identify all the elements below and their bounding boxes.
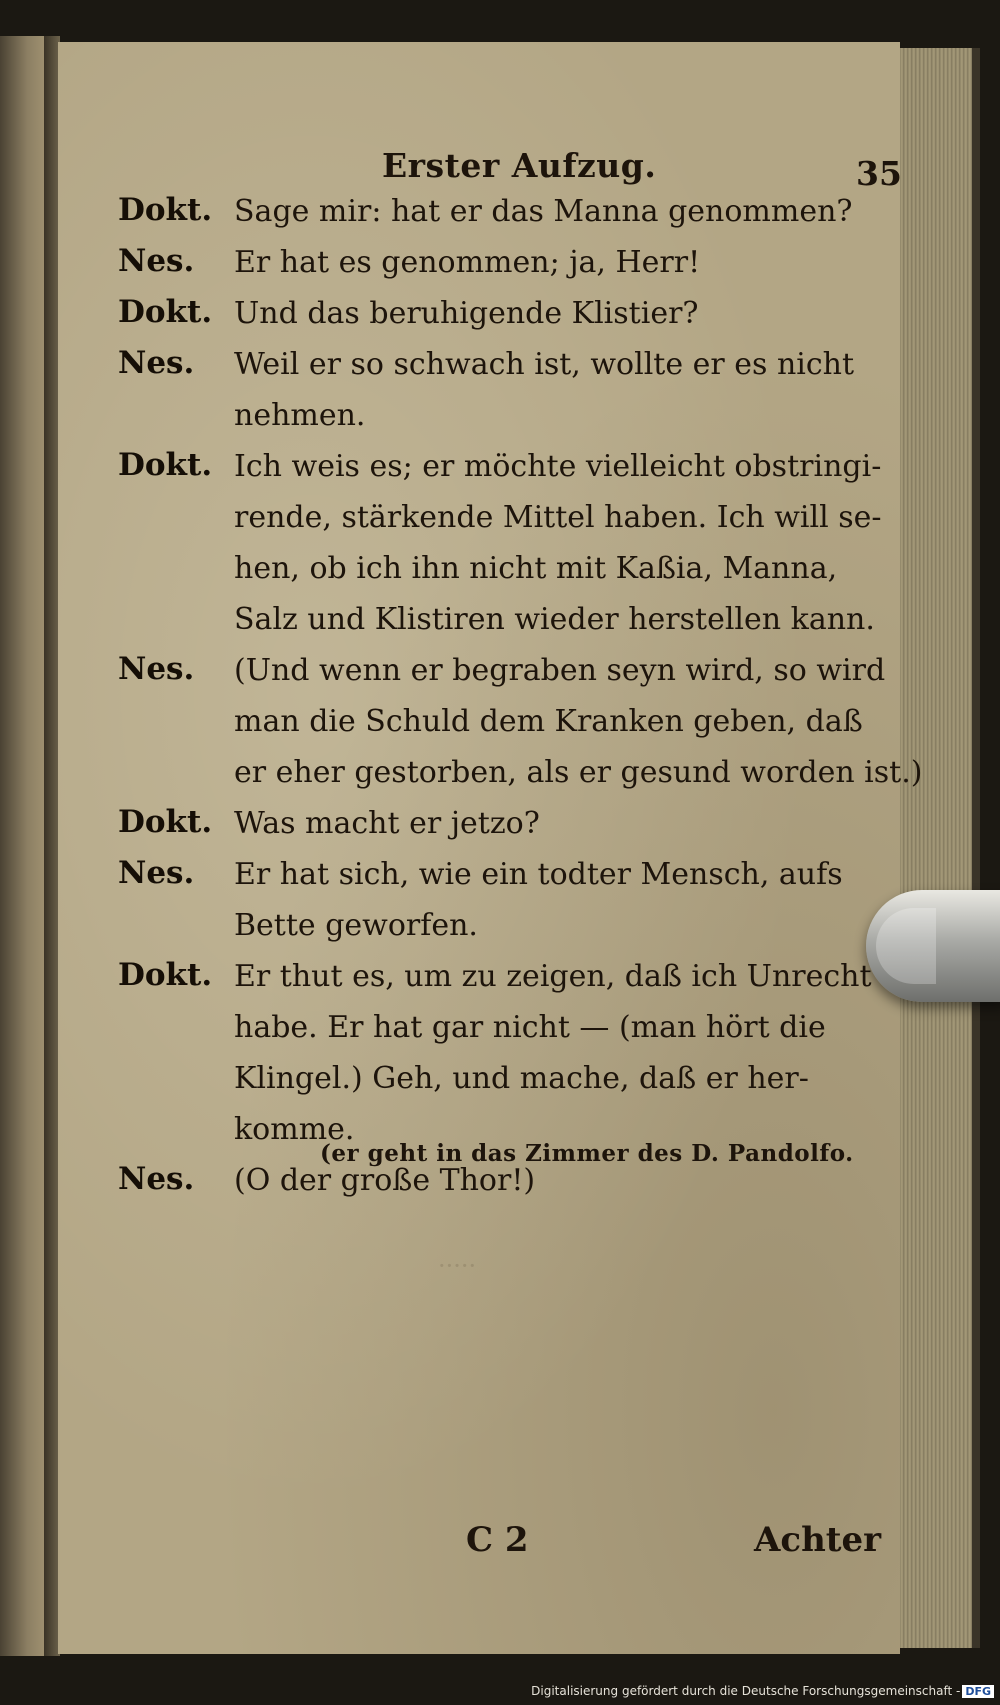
show-through-text: ····· bbox=[438, 1252, 477, 1280]
dialogue-line: habe. Er hat gar nicht — (man hört die bbox=[234, 1010, 826, 1045]
dialogue-line: er eher gestorben, als er gesund worden ist.) bbox=[234, 755, 923, 790]
digitization-credit bbox=[531, 1684, 994, 1698]
running-head: Erster Aufzug. bbox=[382, 146, 657, 185]
speaker-label: Dokt. bbox=[118, 294, 213, 330]
dialogue-line: Was macht er jetzo? bbox=[234, 806, 540, 841]
dialogue-line: (Und wenn er begraben seyn wird, so wird bbox=[234, 653, 886, 688]
credit-text: Digitalisierung gefördert durch die Deutsche Forschungsgemeinschaft - bbox=[531, 1684, 961, 1698]
dialogue-line: hen, ob ich ihn nicht mit Kaßia, Manna, bbox=[234, 551, 838, 586]
book-page bbox=[58, 42, 923, 1654]
speaker-label: Dokt. bbox=[118, 804, 213, 840]
page-number: 35 bbox=[856, 154, 902, 193]
dialogue-line: Bette geworfen. bbox=[234, 908, 478, 943]
dialogue-line: man die Schuld dem Kranken geben, daß bbox=[234, 704, 863, 739]
dfg-logo: DFG bbox=[962, 1685, 994, 1698]
speaker-label: Nes. bbox=[118, 855, 195, 891]
dialogue-line: Weil er so schwach ist, wollte er es nicht bbox=[234, 347, 855, 382]
dialogue-line: Er hat sich, wie ein todter Mensch, aufs bbox=[234, 857, 843, 892]
dialogue-line: Salz und Klistiren wieder herstellen kann. bbox=[234, 602, 875, 637]
dialogue-line: komme. bbox=[234, 1112, 355, 1147]
speaker-label: Dokt. bbox=[118, 447, 213, 483]
dialogue-line: Er hat es genommen; ja, Herr! bbox=[234, 245, 701, 280]
edge-shadow bbox=[972, 48, 980, 1648]
dialogue-line: Klingel.) Geh, und mache, daß er her- bbox=[234, 1061, 809, 1096]
dialogue-line: Er thut es, um zu zeigen, daß ich Unrecht bbox=[234, 959, 872, 994]
facing-page-edge bbox=[0, 36, 50, 1656]
dialogue-line: Ich weis es; er möchte vielleicht obstringi- bbox=[234, 449, 882, 484]
signature-mark: C 2 bbox=[466, 1520, 529, 1560]
dialogue-line: rende, stärkende Mittel haben. Ich will se- bbox=[234, 500, 882, 535]
dialogue-line: (O der große Thor!) bbox=[234, 1163, 536, 1198]
catchword: Achter bbox=[754, 1520, 882, 1560]
speaker-label: Nes. bbox=[118, 243, 195, 279]
dialogue-line: Sage mir: hat er das Manna genommen? bbox=[234, 194, 853, 229]
speaker-label: Nes. bbox=[118, 345, 195, 381]
stage-direction: (er geht in das Zimmer des D. Pandolfo. bbox=[320, 1140, 854, 1167]
dialogue-line: nehmen. bbox=[234, 398, 366, 433]
dialogue-line: Und das beruhigende Klistier? bbox=[234, 296, 699, 331]
speaker-label: Nes. bbox=[118, 651, 195, 687]
speaker-label: Dokt. bbox=[118, 957, 213, 993]
speaker-label: Dokt. bbox=[118, 192, 213, 228]
page-block-edges bbox=[900, 48, 972, 1648]
speaker-label: Nes. bbox=[118, 1161, 195, 1197]
